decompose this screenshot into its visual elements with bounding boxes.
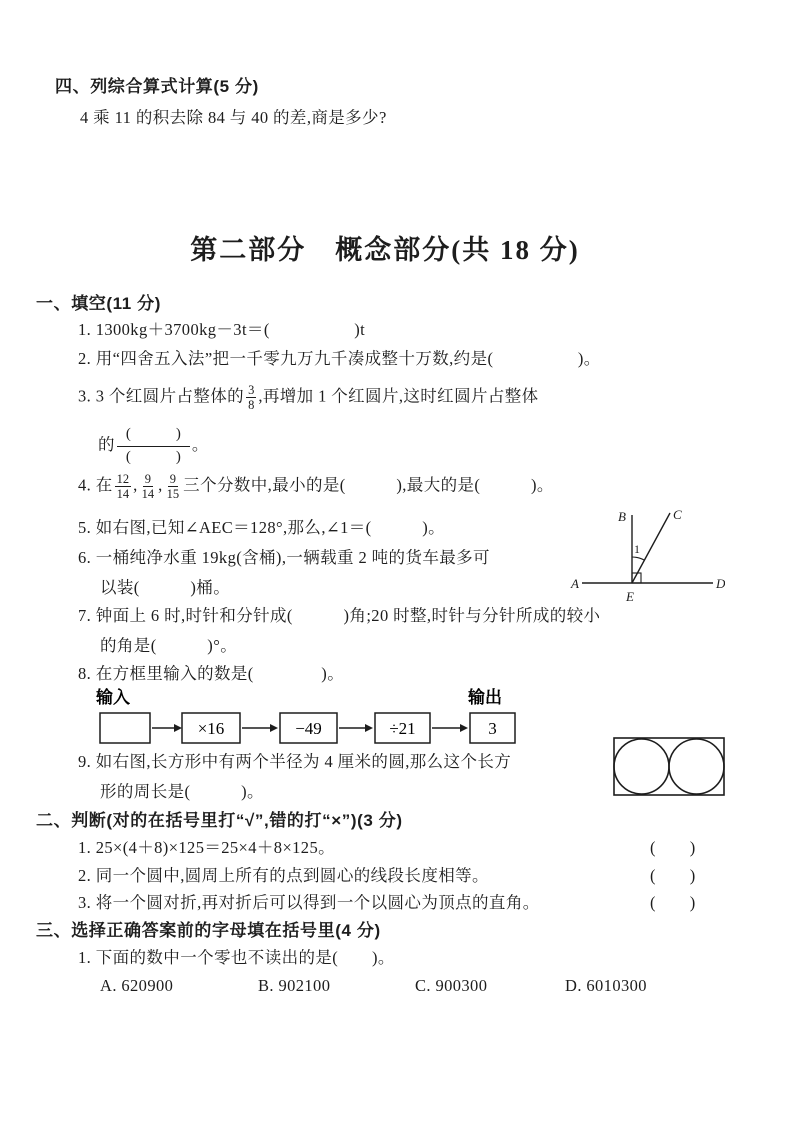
q3-line2-post: 。 [191,435,209,455]
fill-q8: 8. 在方框里输入的数是( )。 [78,664,345,683]
angle-label-d: D [716,576,725,591]
q4-fraction-1 [115,472,132,502]
q3-fraction [246,383,256,413]
flow-step-divide-label: ÷21 [389,719,416,738]
q4-f1-num: 12 [116,472,130,486]
q3-text-post: ,再增加 1 个红圆片,这时红圆片占整体 [258,386,539,406]
angle-label-e: E [626,589,634,604]
judge-item-3-text: 3. 将一个圆对折,再对折后可以得到一个以圆心为顶点的直角。 [78,893,540,912]
fill-q5: 5. 如右图,已知∠AEC＝128°,那么,∠1＝( )。 [78,518,446,537]
angle-diagram [570,505,725,605]
angle-label-c: C [673,507,682,522]
fill-q3-line2 [98,424,209,469]
choice-option-d: D. 6010300 [565,976,647,995]
q4-f2-den: 14 [141,487,155,502]
q4-text-post: 三个分数中,最小的是( ),最大的是( )。 [183,475,554,495]
fill-q6-line2: 以装( )桶。 [100,578,231,597]
q4-f1-den: 14 [116,487,130,502]
fill-q7-line1: 7. 钟面上 6 时,时针和分针成( )角;20 时整,时针与分针所成的较小 [78,606,601,625]
q4-f2-num: 9 [144,472,152,486]
part2-heading: 第二部分 概念部分(共 18 分) [190,235,580,265]
fill-q3-line1 [78,383,539,413]
judge-item-1-bracket: ( ) [650,838,696,857]
flow-step-subtract-label: −49 [295,719,322,738]
q3-blank-denominator: ( ) [125,449,181,466]
q3-blank-numerator: ( ) [117,424,190,447]
choice-option-c: C. 900300 [415,976,488,995]
q3-fraction-denominator: 8 [248,398,255,413]
section4-title: 四、列综合算式计算(5 分) [55,77,259,96]
section4-problem: 4 乘 11 的积去除 84 与 40 的差,商是多少? [80,108,387,127]
q4-f3-num: 9 [169,472,177,486]
choice-section-title: 三、选择正确答案前的字母填在括号里(4 分) [36,921,381,940]
q4-text-pre: 4. 在 [78,475,113,495]
fill-q9-line1: 9. 如右图,长方形中有两个半径为 4 厘米的圆,那么这个长方 [78,752,512,771]
q3-line2-pre: 的 [98,435,115,455]
judge-item-3-bracket: ( ) [650,893,696,912]
q4-separator-2: , [158,475,163,495]
flow-input-box [100,713,150,743]
q3-blank-fraction [117,424,190,469]
rectangle-circles-diagram [612,736,727,800]
q4-fraction-3 [165,472,182,502]
fill-q4 [78,472,554,502]
fill-q2: 2. 用“四舍五入法”把一千零九万九千凑成整十万数,约是( )。 [78,349,601,368]
q4-f3-den: 15 [166,487,180,502]
angle-label-a: A [571,576,579,591]
fill-q9-line2: 形的周长是( )。 [100,782,264,801]
judge-item-1-text: 1. 25×(4＋8)×125＝25×4＋8×125。 [78,838,336,857]
judge-section-title: 二、判断(对的在括号里打“√”,错的打“×”)(3 分) [36,811,403,830]
fill-q6-line1: 6. 一桶纯净水重 19kg(含桶),一辆载重 2 吨的货车最多可 [78,548,490,567]
fill-q7-line2: 的角是( )°。 [100,636,238,655]
choice-option-b: B. 902100 [258,976,331,995]
q3-text-pre: 3. 3 个红圆片占整体的 [78,386,245,406]
fill-q1: 1. 1300kg＋3700kg－3t＝( )t [78,320,366,339]
choice-option-a: A. 620900 [100,976,174,995]
flow-step-multiply-label: ×16 [197,719,225,738]
flow-output-value: 3 [488,719,497,738]
judge-item-2-text: 2. 同一个圆中,圆周上所有的点到圆心的线段长度相等。 [78,866,489,885]
angle-label-1: 1 [634,542,640,556]
q4-separator-1: , [133,475,138,495]
angle-label-b: B [618,509,626,524]
q3-fraction-numerator: 3 [248,383,255,397]
judge-item-2-bracket: ( ) [650,866,696,885]
q8-flowchart [92,686,532,748]
q4-fraction-2 [140,472,157,502]
choice-q1: 1. 下面的数中一个零也不读出的是( )。 [78,948,395,967]
fill-section-title: 一、填空(11 分) [36,294,162,313]
flow-output-label: 输出 [468,688,502,707]
flow-input-label: 输入 [96,688,130,707]
